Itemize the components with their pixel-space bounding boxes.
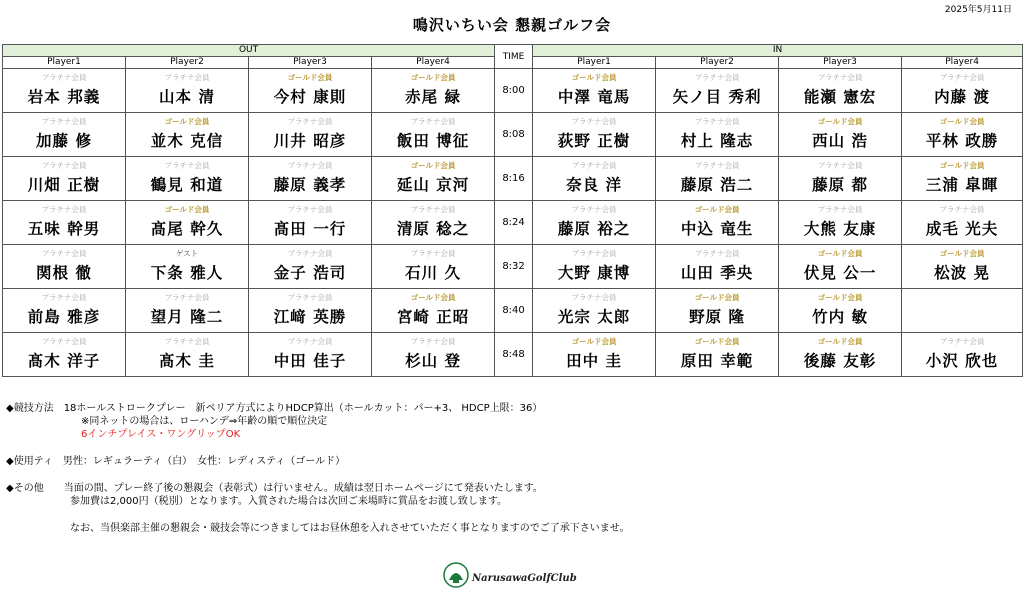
member-rank-label: プラチナ会員 — [287, 160, 333, 170]
out-player-cell — [126, 333, 249, 377]
in-player-cell — [533, 69, 656, 113]
member-rank-label: プラチナ会員 — [41, 204, 87, 214]
note-tiebreak: ※同ネットの場合は、ローハンデ⇒年齢の順で順位決定 — [81, 416, 328, 427]
out-player3-header: Player3 — [249, 57, 372, 69]
out-player-cell — [372, 157, 495, 201]
in-player-cell — [533, 113, 656, 157]
table-row — [3, 245, 1023, 289]
table-row — [3, 201, 1023, 245]
date-label: 2025年5月11日 — [944, 5, 1012, 15]
player-name: 伏見 公一 — [803, 263, 877, 282]
out-player-cell — [3, 69, 126, 113]
out-player-cell — [372, 201, 495, 245]
player-name: 下条 雅人 — [150, 263, 224, 282]
player-name: 石川 久 — [405, 263, 461, 282]
out-player-cell — [3, 289, 126, 333]
member-rank-label: プラチナ会員 — [571, 116, 617, 126]
table-row — [3, 69, 1023, 113]
player-name: 川畑 正樹 — [27, 175, 101, 194]
member-rank-label: ゴールド会員 — [571, 336, 617, 346]
player-name: 藤原 都 — [812, 175, 868, 194]
out-player-cell — [249, 245, 372, 289]
in-player-cell — [902, 289, 1023, 333]
player-name: 内藤 渡 — [934, 87, 990, 106]
member-rank-label: プラチナ会員 — [41, 336, 87, 346]
member-rank-label: プラチナ会員 — [164, 336, 210, 346]
player-name: 竹内 敏 — [812, 307, 868, 326]
member-rank-label: プラチナ会員 — [694, 116, 740, 126]
in-player-cell — [902, 113, 1023, 157]
table-row — [3, 333, 1023, 377]
in-player-cell — [656, 69, 779, 113]
member-rank-label: ゴールド会員 — [817, 248, 863, 258]
out-player-cell — [126, 113, 249, 157]
out-player-cell — [249, 69, 372, 113]
player-name: 野原 隆 — [689, 307, 745, 326]
member-rank-label: プラチナ会員 — [571, 160, 617, 170]
player-name: 平林 政勝 — [925, 131, 999, 150]
in-player4-header: Player4 — [902, 57, 1023, 69]
out-player-cell — [126, 289, 249, 333]
player-name: 田中 圭 — [566, 351, 622, 370]
in-player-cell — [779, 289, 902, 333]
member-rank-label: プラチナ会員 — [287, 248, 333, 258]
out-player-cell — [3, 201, 126, 245]
member-rank-label: ゲスト — [175, 248, 199, 258]
player-name: 大野 康博 — [557, 263, 631, 282]
player-name: 能瀬 憲宏 — [803, 87, 877, 106]
player-name: 今村 康則 — [273, 87, 347, 106]
in-player-cell — [533, 157, 656, 201]
club-logo — [442, 560, 582, 590]
out-player-cell — [249, 333, 372, 377]
member-rank-label: ゴールド会員 — [694, 204, 740, 214]
member-rank-label: プラチナ会員 — [287, 292, 333, 302]
member-rank-label: プラチナ会員 — [164, 292, 210, 302]
player-name: 関根 徹 — [36, 263, 92, 282]
member-rank-label: プラチナ会員 — [41, 72, 87, 82]
member-rank-label: プラチナ会員 — [41, 292, 87, 302]
in-player-cell — [779, 69, 902, 113]
out-player-cell — [249, 157, 372, 201]
notes-section — [6, 402, 630, 535]
club-emblem-icon — [442, 560, 582, 590]
member-rank-label: プラチナ会員 — [410, 116, 456, 126]
tee-time: 8:16 — [495, 157, 533, 201]
player-name: 江﨑 英勝 — [273, 307, 347, 326]
out-player-cell — [249, 201, 372, 245]
player-name — [902, 305, 1022, 329]
member-rank-label: ゴールド会員 — [410, 292, 456, 302]
member-rank-label: プラチナ会員 — [571, 248, 617, 258]
player-name: 荻野 正樹 — [557, 131, 631, 150]
member-rank-label: プラチナ会員 — [164, 160, 210, 170]
member-rank-label: プラチナ会員 — [694, 72, 740, 82]
logo-wordmark: NarusawaGolfClub — [472, 573, 577, 584]
member-rank-label: ゴールド会員 — [817, 116, 863, 126]
player-name: 奈良 洋 — [566, 175, 622, 194]
player-name: 髙田 一行 — [273, 219, 347, 238]
member-rank-label: プラチナ会員 — [817, 204, 863, 214]
out-player1-header: Player1 — [3, 57, 126, 69]
player-name: 飯田 博征 — [396, 131, 470, 150]
out-header: OUT — [3, 45, 495, 57]
member-rank-label: ゴールド会員 — [939, 116, 985, 126]
in-player-cell — [902, 333, 1023, 377]
in-player-cell — [656, 333, 779, 377]
player-name: 杉山 登 — [405, 351, 461, 370]
member-rank-label — [902, 293, 1022, 303]
player-name: 髙尾 幹久 — [150, 219, 224, 238]
player-name: 三浦 皐暉 — [925, 175, 999, 194]
member-rank-label: ゴールド会員 — [571, 72, 617, 82]
out-player-cell — [249, 289, 372, 333]
player-name: 西山 浩 — [812, 131, 868, 150]
member-rank-label: プラチナ会員 — [410, 204, 456, 214]
out-player-cell — [372, 333, 495, 377]
out-player-cell — [126, 157, 249, 201]
member-rank-label: ゴールド会員 — [939, 248, 985, 258]
member-rank-label: ゴールド会員 — [817, 336, 863, 346]
member-rank-label: プラチナ会員 — [939, 336, 985, 346]
tee-time: 8:00 — [495, 69, 533, 113]
member-rank-label: ゴールド会員 — [410, 160, 456, 170]
player-name: 藤原 義孝 — [273, 175, 347, 194]
player-name: 原田 幸範 — [680, 351, 754, 370]
player-name: 矢ノ目 秀利 — [672, 87, 762, 106]
member-rank-label: プラチナ会員 — [571, 204, 617, 214]
player-name: 光宗 太郎 — [557, 307, 631, 326]
in-player-cell — [902, 201, 1023, 245]
tee-time: 8:24 — [495, 201, 533, 245]
member-rank-label: プラチナ会員 — [41, 248, 87, 258]
out-player-cell — [126, 201, 249, 245]
player-name: 山田 季央 — [680, 263, 754, 282]
member-rank-label: プラチナ会員 — [817, 160, 863, 170]
member-rank-label: プラチナ会員 — [571, 292, 617, 302]
tee-time: 8:40 — [495, 289, 533, 333]
tee-time: 8:32 — [495, 245, 533, 289]
in-player-cell — [533, 201, 656, 245]
player-name: 中込 竜生 — [680, 219, 754, 238]
member-rank-label: プラチナ会員 — [694, 160, 740, 170]
table-row — [3, 157, 1023, 201]
in-player-cell — [533, 333, 656, 377]
member-rank-label: プラチナ会員 — [694, 248, 740, 258]
member-rank-label: ゴールド会員 — [694, 292, 740, 302]
out-player-cell — [372, 113, 495, 157]
player-name: 小沢 欣也 — [925, 351, 999, 370]
player-name: 中澤 竜馬 — [557, 87, 631, 106]
in-player-cell — [779, 245, 902, 289]
member-rank-label: ゴールド会員 — [164, 116, 210, 126]
out-player2-header: Player2 — [126, 57, 249, 69]
member-rank-label: プラチナ会員 — [287, 336, 333, 346]
player-name: 五味 幹男 — [27, 219, 101, 238]
member-rank-label: プラチナ会員 — [939, 204, 985, 214]
note-fee: 参加費は2,000円（税別）となります。入賞された場合は次回ご来場時に賞品をお渡し致します。 — [70, 496, 508, 507]
out-player-cell — [3, 245, 126, 289]
in-player-cell — [656, 113, 779, 157]
table-row — [3, 113, 1023, 157]
member-rank-label: ゴールド会員 — [410, 72, 456, 82]
in-player-cell — [902, 69, 1023, 113]
player-name: 藤原 浩二 — [680, 175, 754, 194]
member-rank-label: ゴールド会員 — [694, 336, 740, 346]
player-name: 松波 晃 — [934, 263, 990, 282]
out-player-cell — [372, 245, 495, 289]
out-player-cell — [126, 69, 249, 113]
player-name: 清原 稔之 — [396, 219, 470, 238]
note-preferred-lies: 6インチプレイス・ワングリップOK — [81, 429, 241, 440]
member-rank-label: ゴールド会員 — [939, 160, 985, 170]
out-player-cell — [3, 157, 126, 201]
player-name: 髙木 洋子 — [27, 351, 101, 370]
member-rank-label: プラチナ会員 — [41, 160, 87, 170]
player-name: 川井 昭彦 — [273, 131, 347, 150]
in-player-cell — [533, 245, 656, 289]
member-rank-label: ゴールド会員 — [817, 292, 863, 302]
note-competition-method: ◆競技方法 18ホールストロークプレー 新ペリア方式によりHDCP算出（ホールカット：パー+3、 HDCP上限：36） — [6, 403, 543, 414]
out-player-cell — [3, 333, 126, 377]
player-name: 山本 清 — [159, 87, 215, 106]
table-row — [3, 289, 1023, 333]
out-player4-header: Player4 — [372, 57, 495, 69]
player-name: 後藤 友彰 — [803, 351, 877, 370]
player-name: 岩本 邦義 — [27, 87, 101, 106]
member-rank-label: プラチナ会員 — [817, 72, 863, 82]
in-player-cell — [656, 201, 779, 245]
in-player-cell — [902, 157, 1023, 201]
player-name: 並木 克信 — [150, 131, 224, 150]
in-player-cell — [656, 245, 779, 289]
player-name: 望月 隆二 — [150, 307, 224, 326]
tee-time: 8:08 — [495, 113, 533, 157]
member-rank-label: プラチナ会員 — [410, 248, 456, 258]
player-name: 延山 京河 — [396, 175, 470, 194]
out-player-cell — [372, 69, 495, 113]
player-name: 藤原 裕之 — [557, 219, 631, 238]
player-name: 髙木 圭 — [159, 351, 215, 370]
in-player-cell — [779, 201, 902, 245]
in-player3-header: Player3 — [779, 57, 902, 69]
player-name: 前島 雅彦 — [27, 307, 101, 326]
tee-time: 8:48 — [495, 333, 533, 377]
player-name: 大熊 友康 — [803, 219, 877, 238]
note-lunch: なお、当倶楽部主催の懇親会・競技会等につきましてはお昼休憩を入れさせていただく事となりますのでご了承下さいませ。 — [70, 523, 630, 534]
in-player2-header: Player2 — [656, 57, 779, 69]
member-rank-label: プラチナ会員 — [939, 72, 985, 82]
in-player1-header: Player1 — [533, 57, 656, 69]
member-rank-label: プラチナ会員 — [410, 336, 456, 346]
member-rank-label: ゴールド会員 — [287, 72, 333, 82]
player-name: 加藤 修 — [36, 131, 92, 150]
out-player-cell — [126, 245, 249, 289]
page-title: 鳴沢いちい会 懇親ゴルフ会 — [412, 16, 612, 34]
player-name: 中田 佳子 — [273, 351, 347, 370]
out-player-cell — [372, 289, 495, 333]
in-player-cell — [533, 289, 656, 333]
player-name: 成毛 光夫 — [925, 219, 999, 238]
player-name: 村上 隆志 — [680, 131, 754, 150]
note-other: ◆その他 当面の間、プレー終了後の懇親会（表彰式）は行いません。成績は翌日ホームページにて発表いたします。 — [6, 483, 543, 494]
tee-time-table — [2, 44, 1023, 377]
member-rank-label: プラチナ会員 — [287, 204, 333, 214]
time-header: TIME — [495, 45, 533, 69]
member-rank-label: プラチナ会員 — [287, 116, 333, 126]
in-player-cell — [779, 113, 902, 157]
note-tees: ◆使用ティ 男性：レギュラーティ（白） 女性：レディスティ（ゴールド） — [6, 456, 346, 467]
member-rank-label: プラチナ会員 — [41, 116, 87, 126]
in-player-cell — [779, 333, 902, 377]
in-player-cell — [656, 157, 779, 201]
in-player-cell — [779, 157, 902, 201]
member-rank-label: プラチナ会員 — [164, 72, 210, 82]
out-player-cell — [3, 113, 126, 157]
player-name: 鶴見 和道 — [150, 175, 224, 194]
out-player-cell — [249, 113, 372, 157]
in-player-cell — [656, 289, 779, 333]
in-player-cell — [902, 245, 1023, 289]
member-rank-label: ゴールド会員 — [164, 204, 210, 214]
player-name: 金子 浩司 — [273, 263, 347, 282]
player-name: 宮崎 正昭 — [396, 307, 470, 326]
player-name: 赤尾 緑 — [405, 87, 461, 106]
in-header: IN — [533, 45, 1023, 57]
